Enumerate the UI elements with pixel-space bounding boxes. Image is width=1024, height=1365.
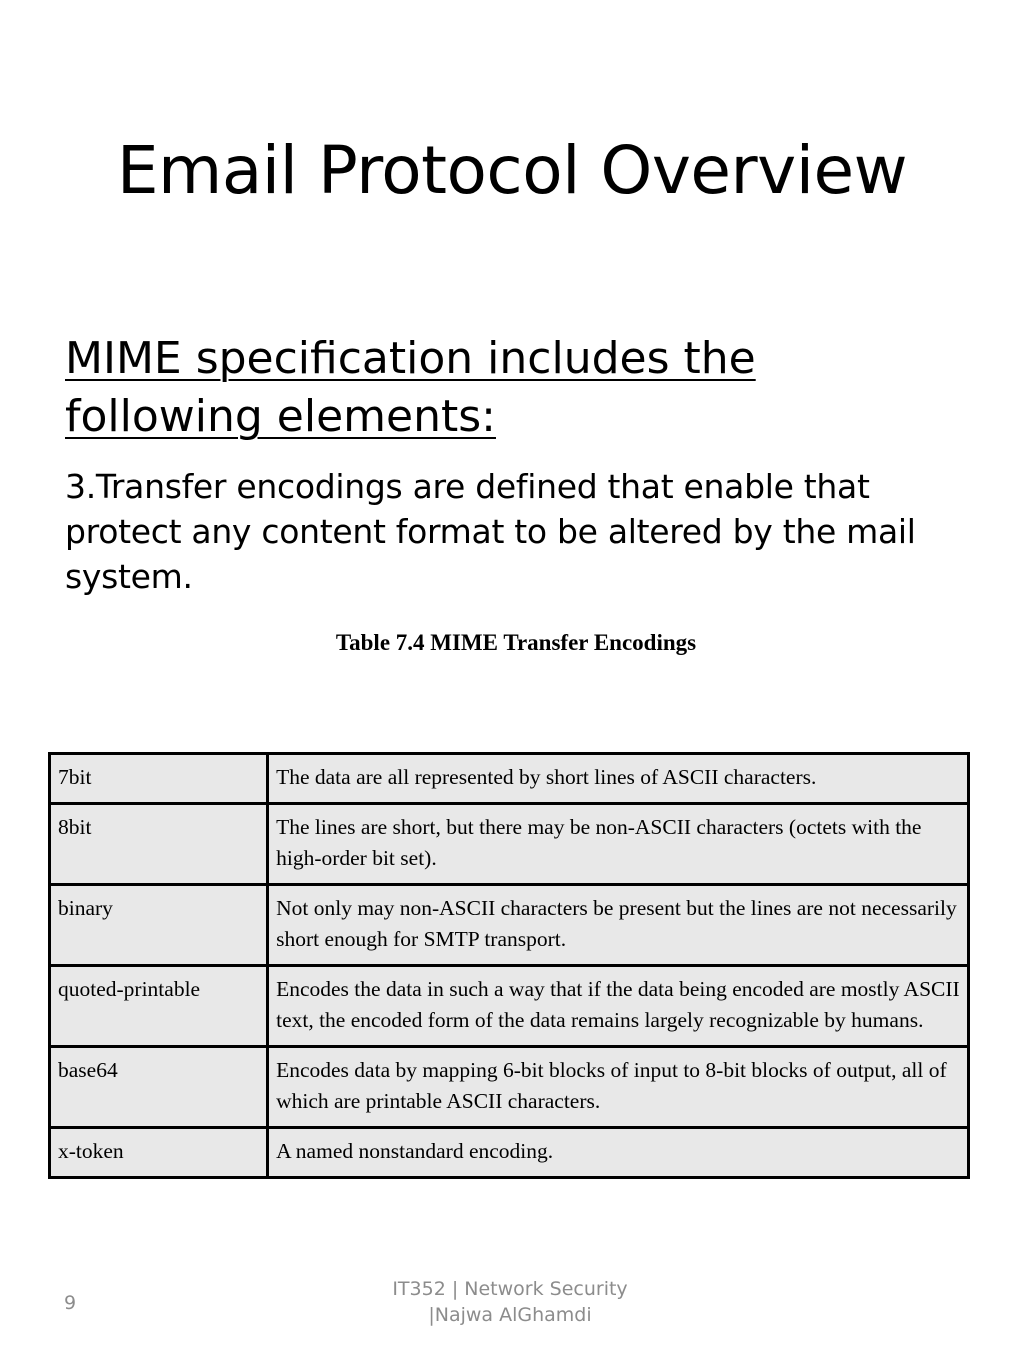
encoding-name-cell: x-token bbox=[50, 1128, 268, 1178]
encoding-name-cell: binary bbox=[50, 885, 268, 966]
table-row bbox=[50, 754, 969, 804]
encoding-description-cell: Encodes the data in such a way that if the data being encoded are mostly ASCII text, the encoded form of the data remains largely recognizable by humans. bbox=[268, 966, 969, 1047]
page-number: 9 bbox=[64, 1292, 77, 1314]
encoding-description-cell: Not only may non-ASCII characters be present but the lines are not necessarily short enough for SMTP transport. bbox=[268, 885, 969, 966]
footer-author-line: |Najwa AlGhamdi bbox=[428, 1304, 592, 1326]
table-row bbox=[50, 804, 969, 885]
table-row bbox=[50, 885, 969, 966]
table-row bbox=[50, 966, 969, 1047]
encoding-name-cell: base64 bbox=[50, 1047, 268, 1128]
mime-encodings-table bbox=[48, 752, 970, 1179]
encoding-name-cell: 7bit bbox=[50, 754, 268, 804]
section-subheading: MIME specification includes the following elements: bbox=[65, 333, 756, 442]
encoding-name-cell: 8bit bbox=[50, 804, 268, 885]
encoding-description-cell: Encodes data by mapping 6-bit blocks of input to 8-bit blocks of output, all of which are printable ASCII characters. bbox=[268, 1047, 969, 1128]
body-paragraph: 3.Transfer encodings are defined that enable that protect any content format to be altered by the mail system. bbox=[65, 467, 916, 596]
slide-title: Email Protocol Overview bbox=[116, 132, 908, 209]
table-row bbox=[50, 1047, 969, 1128]
footer-course-line: IT352 | Network Security bbox=[392, 1278, 628, 1300]
encoding-description-cell: The data are all represented by short lines of ASCII characters. bbox=[268, 754, 969, 804]
encoding-description-cell: A named nonstandard encoding. bbox=[268, 1128, 969, 1178]
encoding-name-cell: quoted-printable bbox=[50, 966, 268, 1047]
footer bbox=[360, 1276, 660, 1328]
encoding-description-cell: The lines are short, but there may be non-ASCII characters (octets with the high-order bit set). bbox=[268, 804, 969, 885]
table-caption: Table 7.4 MIME Transfer Encodings bbox=[335, 630, 697, 655]
table-row bbox=[50, 1128, 969, 1178]
